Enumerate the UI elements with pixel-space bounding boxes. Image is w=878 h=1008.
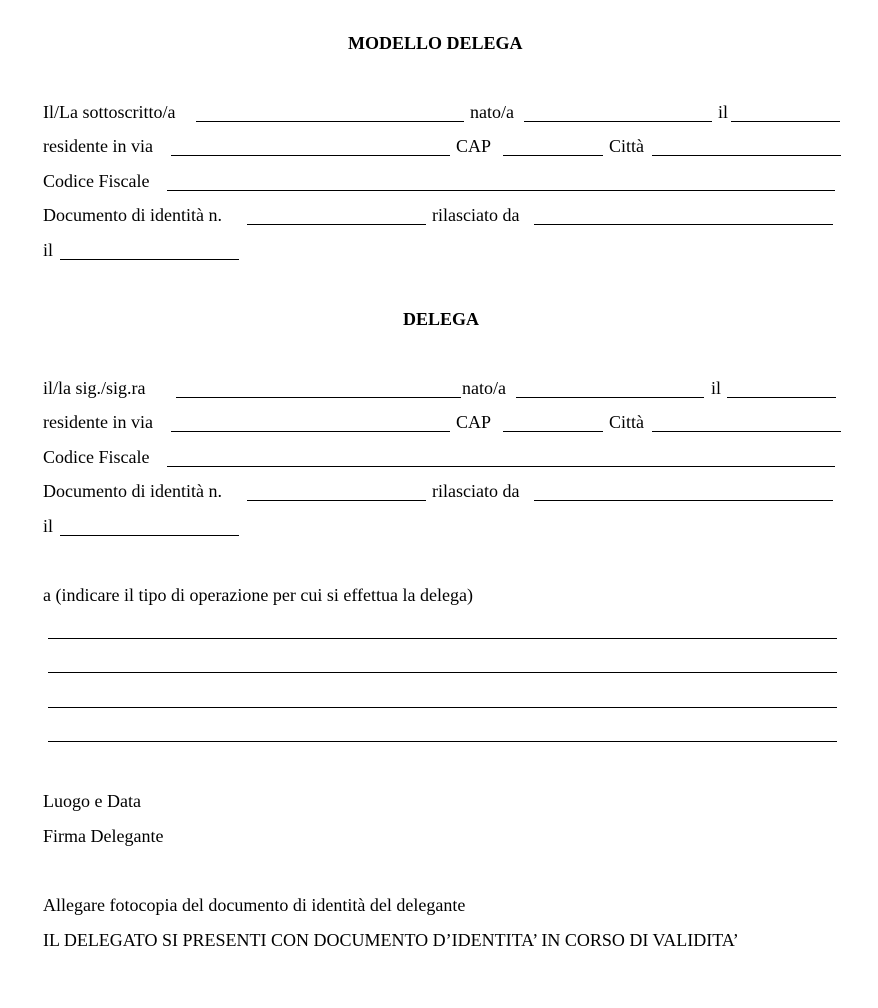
delegato-sig-label: il/la sig./sig.ra [43, 378, 146, 398]
delegato-codice-fiscale-field[interactable] [167, 466, 835, 467]
delegato-issue-date-field[interactable] [60, 535, 239, 536]
delegante-document-number-field[interactable] [247, 224, 426, 225]
delegato-codice-fiscale-label: Codice Fiscale [43, 447, 150, 467]
delegante-cap-field[interactable] [503, 155, 603, 156]
delegante-birthdate-field[interactable] [731, 121, 840, 122]
delega-section-title: DELEGA [403, 309, 480, 329]
delegato-cap-field[interactable] [503, 431, 603, 432]
delegante-citta-label: Città [609, 136, 644, 156]
document-title: MODELLO DELEGA [348, 33, 523, 53]
luogo-data-label: Luogo e Data [43, 791, 141, 811]
delegato-city-field[interactable] [652, 431, 841, 432]
delegato-il-rilascio-label: il [43, 516, 54, 536]
delegante-birthplace-field[interactable] [524, 121, 712, 122]
note-allegare: Allegare fotocopia del documento di identità del delegante [43, 895, 466, 915]
delegante-il-label: il [718, 102, 729, 122]
delegato-cap-label: CAP [456, 412, 492, 432]
delegante-residente-label: residente in via [43, 136, 153, 156]
delegato-residente-label: residente in via [43, 412, 153, 432]
delegante-nato-label: nato/a [470, 102, 514, 122]
delegato-document-number-field[interactable] [247, 500, 426, 501]
delegato-address-field[interactable] [171, 431, 450, 432]
delegato-documento-label: Documento di identità n. [43, 481, 222, 501]
delegante-codice-fiscale-label: Codice Fiscale [43, 171, 150, 191]
delegante-name-field[interactable] [196, 121, 464, 122]
delegato-birthdate-field[interactable] [727, 397, 836, 398]
delegato-issued-by-field[interactable] [534, 500, 833, 501]
operation-line-3[interactable] [48, 707, 837, 708]
delegante-address-field[interactable] [171, 155, 450, 156]
delegante-cap-label: CAP [456, 136, 492, 156]
delegato-il-label: il [711, 378, 722, 398]
delegante-sottoscritto-label: Il/La sottoscritto/a [43, 102, 176, 122]
operation-line-1[interactable] [48, 638, 837, 639]
note-delegato: IL DELEGATO SI PRESENTI CON DOCUMENTO D’IDENTITA’ IN CORSO DI VALIDITA’ [43, 930, 739, 950]
delegante-rilasciato-label: rilasciato da [432, 205, 520, 225]
delegante-issue-date-field[interactable] [60, 259, 239, 260]
delegante-il-rilascio-label: il [43, 240, 54, 260]
delegante-documento-label: Documento di identità n. [43, 205, 222, 225]
delegato-nato-label: nato/a [462, 378, 506, 398]
delegato-birthplace-field[interactable] [516, 397, 704, 398]
delegato-rilasciato-label: rilasciato da [432, 481, 520, 501]
operation-line-4[interactable] [48, 741, 837, 742]
firma-delegante-label: Firma Delegante [43, 826, 164, 846]
delegato-citta-label: Città [609, 412, 644, 432]
delegante-codice-fiscale-field[interactable] [167, 190, 835, 191]
delegante-issued-by-field[interactable] [534, 224, 833, 225]
delegante-city-field[interactable] [652, 155, 841, 156]
operation-label: a (indicare il tipo di operazione per cui si effettua la delega) [43, 585, 473, 605]
delegato-name-field[interactable] [176, 397, 461, 398]
operation-line-2[interactable] [48, 672, 837, 673]
